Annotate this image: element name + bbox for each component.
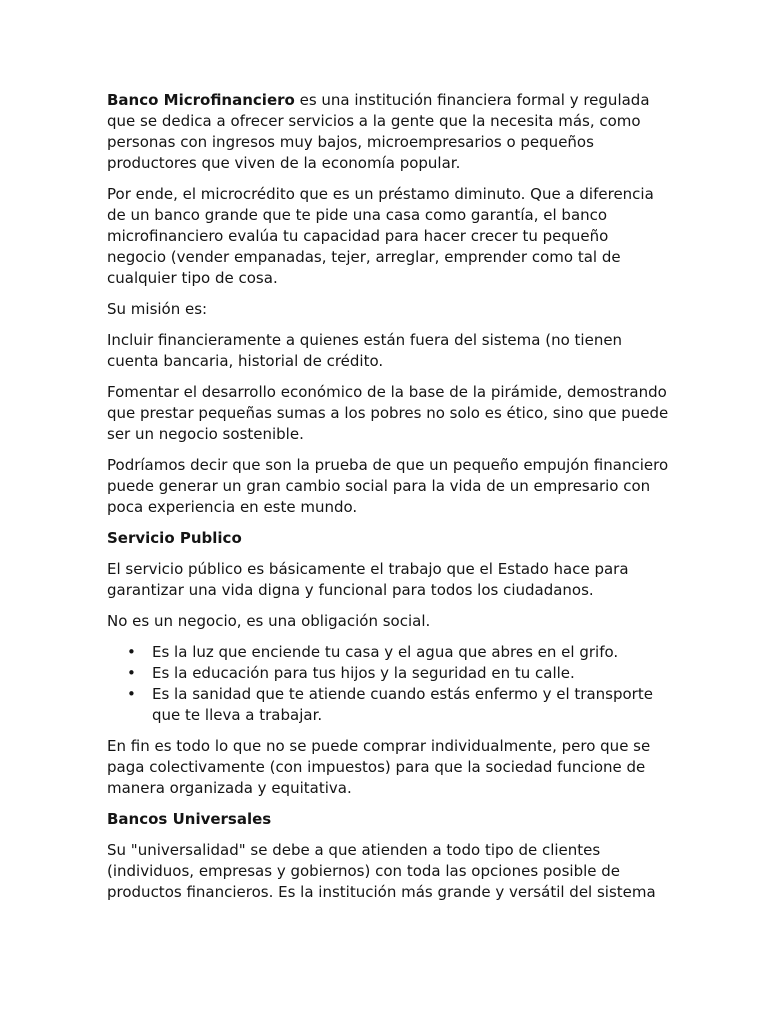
intro-bold-term: Banco Microfinanciero (107, 91, 295, 109)
paragraph-conclusion: Podríamos decir que son la prueba de que un pequeño empujón financiero puede generar un gran cambio social para la vida de un empresario con poca experiencia en este mundo. (107, 456, 669, 516)
paragraph-microcredit: Por ende, el microcrédito que es un préstamo diminuto. Que a diferencia de un banco grande que te pide una casa como garantía, el banco microfinanciero evalúa tu capacidad para hacer crecer tu pequeño negocio (vender empanadas, tejer, arreglar, emprender como tal de cualquier tipo de cosa. (107, 185, 654, 287)
bullet-icon: • (127, 685, 136, 703)
list-item-text: Es la sanidad que te atiende cuando estás enfermo y el transporte que te lleva a trabajar. (152, 685, 653, 724)
intro-paragraph (107, 90, 672, 174)
list-item (107, 642, 672, 663)
paragraph-public-service-obligation: No es un negocio, es una obligación social. (107, 612, 431, 630)
paragraph-public-service-closing: En fin es todo lo que no se puede comprar individualmente, pero que se paga colectivamente (con impuestos) para que la sociedad funcione de manera organizada y equitativa. (107, 737, 651, 797)
list-item (107, 663, 672, 684)
paragraph-mission-development: Fomentar el desarrollo económico de la base de la pirámide, demostrando que prestar pequeñas sumas a los pobres no solo es ético, sino que puede ser un negocio sostenible. (107, 383, 669, 443)
paragraph-public-service-definition: El servicio público es básicamente el trabajo que el Estado hace para garantizar una vida digna y funcional para todos los ciudadanos. (107, 560, 629, 599)
heading-servicio-publico: Servicio Publico (107, 529, 242, 547)
paragraph-mission-label: Su misión es: (107, 300, 208, 318)
heading-bancos-universales: Bancos Universales (107, 810, 272, 828)
document-page (107, 90, 672, 913)
list-item-text: Es la educación para tus hijos y la seguridad en tu calle. (152, 664, 575, 682)
list-item-text: Es la luz que enciende tu casa y el agua que abres en el grifo. (152, 643, 619, 661)
paragraph-universal-banks: Su "universalidad" se debe a que atienden a todo tipo de clientes (individuos, empresas y gobiernos) con toda las opciones posible de productos financieros. Es la institución más grande y versátil del sistema (107, 841, 656, 901)
bullet-icon: • (127, 664, 136, 682)
intro-text: es una institución financiera formal y regulada que se dedica a ofrecer servicios a la gente que la necesita más, como personas con ingresos muy bajos, microempresarios o pequeños productores que viven de la economía popular. (107, 91, 650, 172)
paragraph-mission-inclusion: Incluir financieramente a quienes están fuera del sistema (no tienen cuenta bancaria, historial de crédito. (107, 331, 623, 370)
list-item (107, 684, 672, 726)
bullet-icon: • (127, 643, 136, 661)
bullet-list (107, 642, 672, 726)
